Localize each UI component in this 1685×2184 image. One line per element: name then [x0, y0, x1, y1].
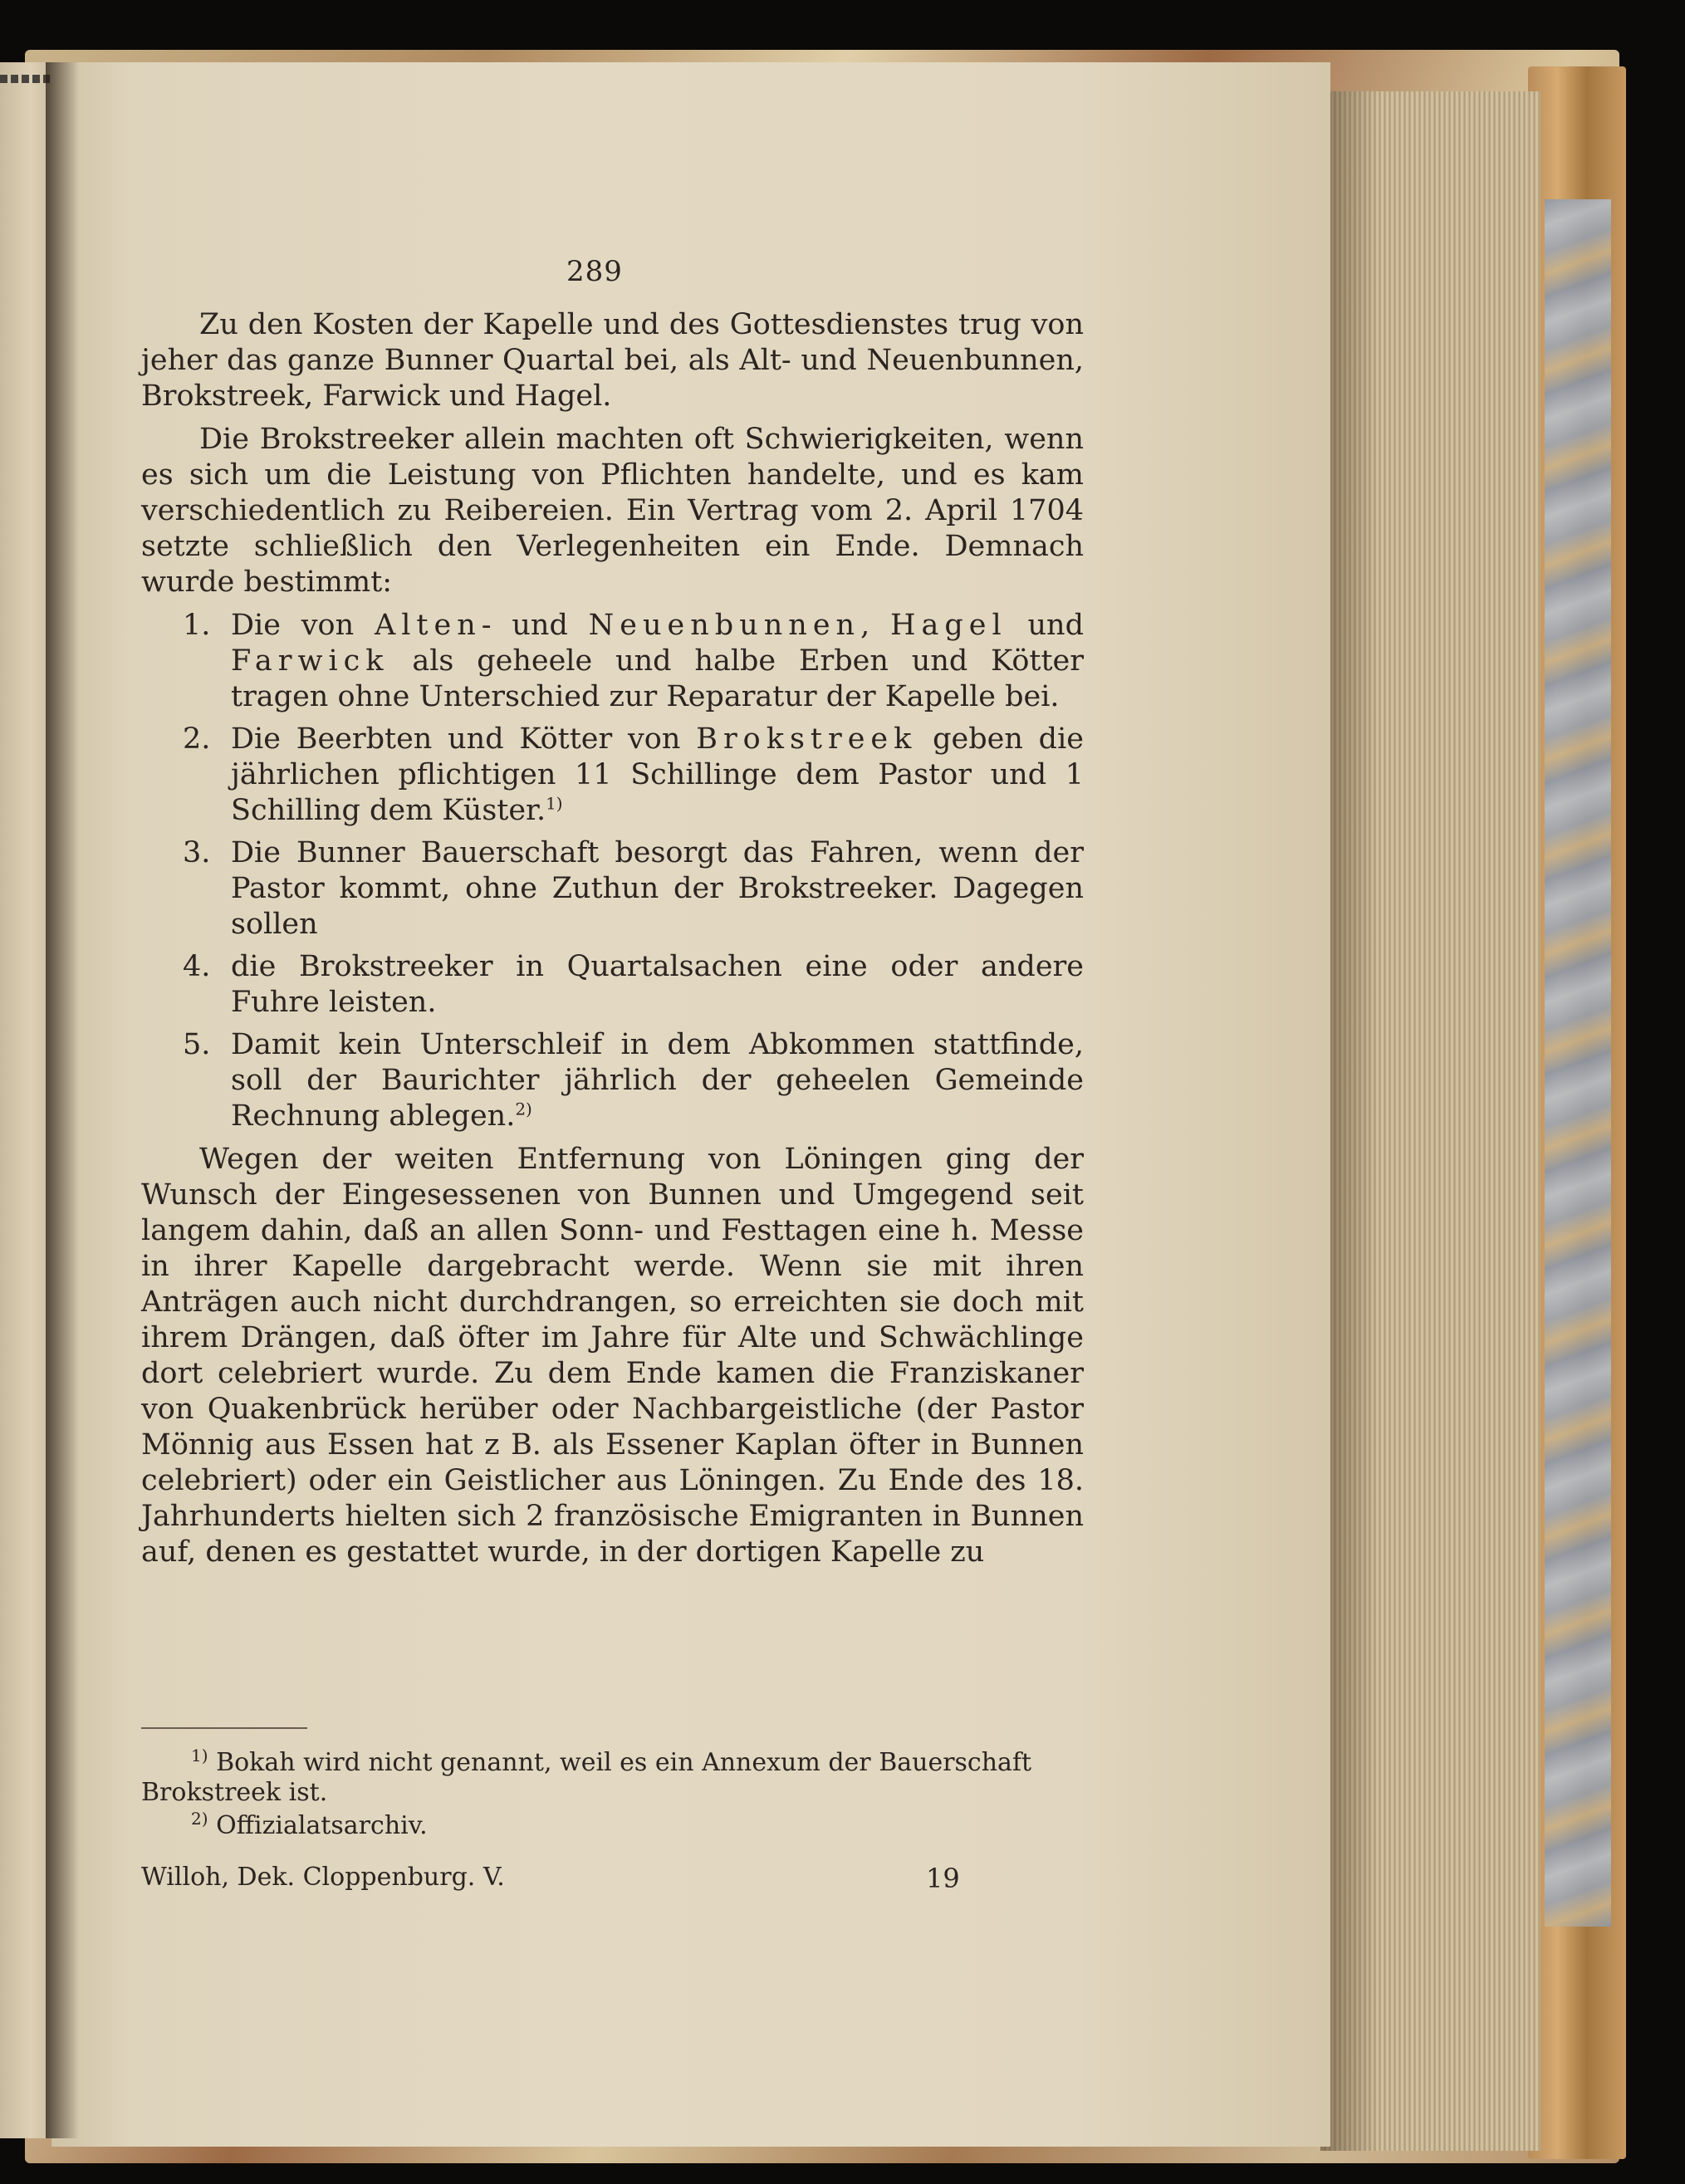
page-body — [141, 307, 1084, 1578]
spine-ornament — [0, 75, 50, 83]
spaced-name: Farwick — [231, 644, 389, 678]
footnote-rule — [141, 1727, 307, 1729]
item-text: als geheele und halbe Erben und Kötter tragen ohne Unterschied zur Reparatur der Kapelle bei. — [231, 644, 1084, 713]
item-text: , — [860, 609, 890, 642]
list-item — [141, 722, 1084, 829]
item-text: Die Bunner Bauerschaft besorgt das Fahren, wenn der Pastor kommt, ohne Zuthun der Brokstreeker. Dagegen sollen — [231, 836, 1084, 941]
spaced-name: Alten — [374, 609, 482, 642]
list-number: 1. — [183, 609, 211, 642]
list-number: 4. — [183, 950, 211, 983]
spaced-name: Brokstreek — [696, 722, 918, 756]
list-number: 2. — [183, 722, 211, 756]
footnote — [141, 1748, 1084, 1808]
gutter-shadow — [46, 62, 79, 2138]
list-item — [141, 949, 1084, 1021]
page-number: 289 — [566, 255, 623, 288]
marbled-endpaper — [1545, 199, 1611, 1927]
list-item — [141, 835, 1084, 943]
footnote-mark: 2) — [191, 1809, 208, 1829]
footnote-mark: 1) — [191, 1746, 208, 1765]
list-number: 5. — [183, 1028, 211, 1061]
list-item — [141, 608, 1084, 715]
numbered-list — [141, 608, 1084, 1134]
item-text: Die von — [231, 609, 375, 642]
paragraph: Wegen der weiten Entfernung von Löningen ging der Wunsch der Eingesessenen von Bunnen und Umgegend seit langem dahin, daß an allen Sonn- und Festtagen eine h. Messe in ihrer Kapelle dargebracht werde. Wenn sie mit ihren Anträgen auch nicht durchdrangen, so erreichten sie doch mit ihrem Drängen, daß öfter im Jahre für Alte und Schwächlinge dort celebriert wurde. Zu dem Ende kamen die Franziskaner von Quakenbrück herüber oder Nachbargeistliche (der Pastor Mönnig aus Essen hat z B. als Essener Kaplan öfter in Bunnen celebriert) oder ein Geistlicher aus Löningen. Zu Ende des 18. Jahrhunderts hielten sich 2 französische Emigranten in Bunnen auf, denen es gestattet wurde, in der dortigen Kapelle zu — [141, 1143, 1084, 1569]
paragraph: Zu den Kosten der Kapelle und des Gottesdienstes trug von jeher das ganze Bunner Quartal bei, als Alt- und Neuenbunnen, Brokstreek, Farwick und Hagel. — [141, 308, 1084, 413]
item-text: die Brokstreeker in Quartalsachen eine oder andere Fuhre leisten. — [231, 950, 1084, 1019]
footnote — [141, 1811, 1084, 1841]
spaced-name: Hagel — [890, 609, 1007, 642]
list-item — [141, 1027, 1084, 1134]
footnote-ref: 2) — [515, 1099, 532, 1119]
printer-signature: Willoh, Dek. Cloppenburg. V. — [141, 1863, 505, 1892]
item-text: und — [1007, 609, 1084, 642]
list-number: 3. — [183, 836, 211, 869]
footnote-ref: 1) — [546, 793, 563, 814]
item-text: geben die jährlichen pflichtigen 11 Schillinge dem Pastor und 1 Schilling dem Küster. — [231, 722, 1084, 827]
sheet-number: 19 — [926, 1863, 960, 1894]
previous-page-edge — [0, 62, 51, 2138]
item-text: - und — [481, 609, 589, 642]
item-text: Die Beerbten und Kötter von — [231, 722, 697, 756]
item-text: Damit kein Unterschleif in dem Abkommen stattfinde, soll der Baurichter jährlich der geheelen Gemeinde Rechnung ablegen. — [231, 1028, 1084, 1133]
spaced-name: Neuenbunnen — [588, 609, 861, 642]
footnote-text: Offizialatsarchiv. — [208, 1811, 428, 1840]
footnote-text: Bokah wird nicht genannt, weil es ein Annexum der Bauerschaft Brokstreek ist. — [141, 1748, 1032, 1807]
footnotes — [141, 1748, 1084, 1844]
book-page — [51, 62, 1330, 2147]
paragraph: Die Brokstreeker allein machten oft Schwierigkeiten, wenn es sich um die Leistung von Pflichten handelte, und es kam verschiedentlich zu Reibereien. Ein Vertrag vom 2. April 1704 setzte schließlich den Verlegenheiten ein Ende. Demnach wurde bestimmt: — [141, 423, 1084, 599]
